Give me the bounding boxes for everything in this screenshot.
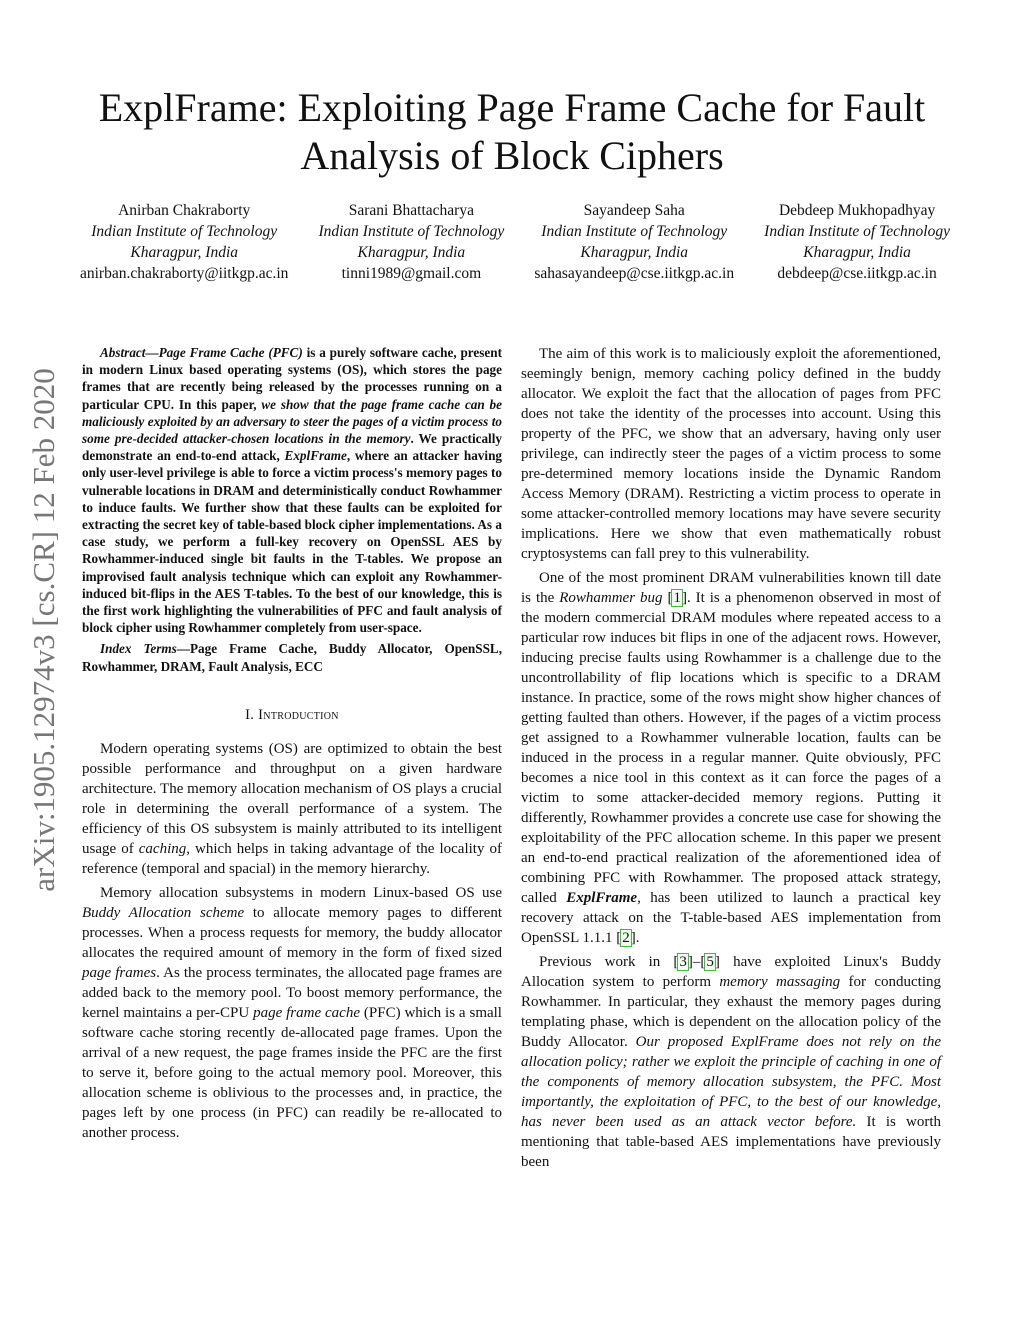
body-paragraph-1: The aim of this work is to maliciously exploit the aforementioned, seemingly benign, memory caching policy defined in the buddy allocator. We exploit the fact that the allocation of pages from PFC does not take the identity of the processes into account. Using this property of the PFC, we show that an adversary, having only user privilege, can indirectly steer the pages of a victim process to some pre-determined memory locations inside the Dynamic Random Access Memory (DRAM). Restricting a victim process to operate in some attacker-controlled memory locations may have severe security implications. Here we show that even mathematically robust cryptosystems can fall prey to this vulnerability.	[521, 346, 941, 562]
author-3	[534, 200, 734, 284]
author-email: anirban.chakraborty@iitkgp.ac.in	[80, 265, 289, 282]
citation-link[interactable]: 3	[679, 954, 687, 970]
author-email: sahasayandeep@cse.iitkgp.ac.in	[534, 265, 735, 282]
citation-link[interactable]: 2	[622, 930, 630, 946]
author-location: Kharagpur, India	[130, 244, 239, 261]
arxiv-stamp: arXiv:1905.12974v3 [cs.CR] 12 Feb 2020	[26, 368, 61, 892]
author-location: Kharagpur, India	[357, 244, 466, 261]
author-name: Sayandeep Saha	[583, 202, 685, 219]
author-block	[80, 200, 950, 284]
intro-paragraph-2: Memory allocation subsystems in modern Linux-based OS use Buddy Allocation scheme to allocate memory pages to different processes. When a process requests for memory, the buddy allocator allocates the required amount of memory in the form of fixed sized page frames. As the process terminates, the allocated page frames are added back to the memory pool. To boost memory performance, the kernel maintains a per-CPU page frame cache (PFC) which is a small software cache storing recently de-allocated page frames. Upon the arrival of a new request, the page frames inside the PFC are the first to serve it, before going to the actual memory pool. Moreover, this allocation scheme is oblivious to the processes and, in practice, the pages left by one process (in PFC) can readily be re-allocated to another process.	[82, 884, 502, 1141]
citation-link[interactable]: 1	[673, 590, 681, 606]
author-email: tinni1989@gmail.com	[341, 265, 482, 282]
abstract-text: Abstract—Page Frame Cache (PFC) is a purely software cache, present in modern Linux based operating systems (OS), which stores the page frames that are recently being released by the processes running on a particular CPU. In this paper, we show that the page frame cache can be maliciously exploited by an adversary to steer the pages of a victim process to some pre-decided attacker-chosen locations in the memory. We practically demonstrate an end-to-end attack, ExplFrame, where an attacker having only user-level privilege is able to force a victim process's memory pages to vulnerable locations in DRAM and deterministically conduct Rowhammer to induce faults. We further show that these faults can be exploited for extracting the secret key of table-based block cipher implementations. As a case study, we perform a full-key recovery on OpenSSL AES by Rowhammer-induced single bit faults in the T-tables. We propose an improvised fault analysis technique which can exploit any Rowhammer-induced bit-flips in the AES T-tables. To the best of our knowledge, this is the first work highlighting the vulnerabilities of PFC and fault analysis of block cipher using Rowhammer completely from user-space.	[82, 345, 502, 636]
body-paragraph-3: Previous work in [3]–[5] have exploited Linux's Buddy Allocation system to perform memory massaging for conducting Rowhammer. In particular, they exhaust the memory pages during templating phase, which is dependent on the allocation policy of the Buddy Allocator. Our proposed ExplFrame does not rely on the allocation policy; rather we exploit the principle of caching in one of the components of memory allocation subsystem, the PFC. Most importantly, the exploitation of PFC, to the best of our knowledge, has never been used as an attack vector before. It is worth mentioning that table-based AES implementations have previously been	[521, 954, 942, 1170]
body-paragraph-2: One of the most prominent DRAM vulnerabilities known till date is the Rowhammer bug [1]. It is a phenomenon observed in most of the modern commercial DRAM modules where repeated access to a particular row induces bit flips in one of the adjacent rows. However, inducing precise faults using Rowhammer is a challenge due to the uncontrollability of flip locations which is specific to a DRAM instance. In practice, some of the rows might show higher chances of getting faulted than others. However, if the pages of a victim process get assigned to a Rowhammer vulnerable location, faults can be induced in the process in a regular manner. Quite obviously, PFC becomes a nice tool in this context as it can force the pages of a victim to some attacker-decided memory regions. Putting it differently, Rowhammer provides a concrete use case for showing the exploitability of the PFC allocation scheme. In this paper we present an end-to-end practical realization of the aforementioned idea of combining PFC with Rowhammer. The proposed attack strategy, called ExplFrame, has been utilized to launch a practical key recovery attack on the T-table-based AES implementation from OpenSSL 1.1.1 [2].	[521, 570, 942, 946]
author-affiliation: Indian Institute of Technology	[318, 223, 505, 240]
author-2	[318, 200, 504, 284]
right-column	[521, 344, 941, 1172]
author-name: Debdeep Mukhopadhyay	[778, 202, 936, 219]
author-affiliation: Indian Institute of Technology	[91, 223, 278, 240]
author-name: Anirban Chakraborty	[118, 202, 251, 219]
author-email: debdeep@cse.iitkgp.ac.in	[777, 265, 937, 282]
author-location: Kharagpur, India	[580, 244, 689, 261]
intro-paragraph-1: Modern operating systems (OS) are optimized to obtain the best possible performance and throughput on a given hardware architecture. The memory allocation mechanism of OS plays a crucial role in determining the overall performance of a system. The efficiency of this OS subsystem is mainly attributed to its intelligent usage of caching, which helps in taking advantage of the locality of reference (temporal and spacial) in the memory hierarchy.	[82, 740, 502, 877]
paper-title: ExplFrame: Exploiting Page Frame Cache for Fault Analysis of Block Ciphers	[98, 85, 926, 178]
abstract-label: Abstract	[100, 345, 146, 360]
author-location: Kharagpur, India	[803, 244, 911, 261]
abstract	[82, 344, 502, 675]
index-terms: Index Terms—Page Frame Cache, Buddy Allocator, OpenSSL, Rowhammer, DRAM, Fault Analysis, ECC	[82, 641, 502, 674]
author-name: Sarani Bhattacharya	[348, 202, 474, 219]
author-affiliation: Indian Institute of Technology	[541, 223, 728, 240]
section-heading: I. Introduction	[245, 706, 339, 723]
citation-link[interactable]: 5	[706, 954, 714, 970]
author-4	[764, 200, 950, 284]
author-affiliation: Indian Institute of Technology	[764, 223, 950, 240]
author-1	[80, 200, 288, 284]
left-column	[82, 344, 502, 1143]
